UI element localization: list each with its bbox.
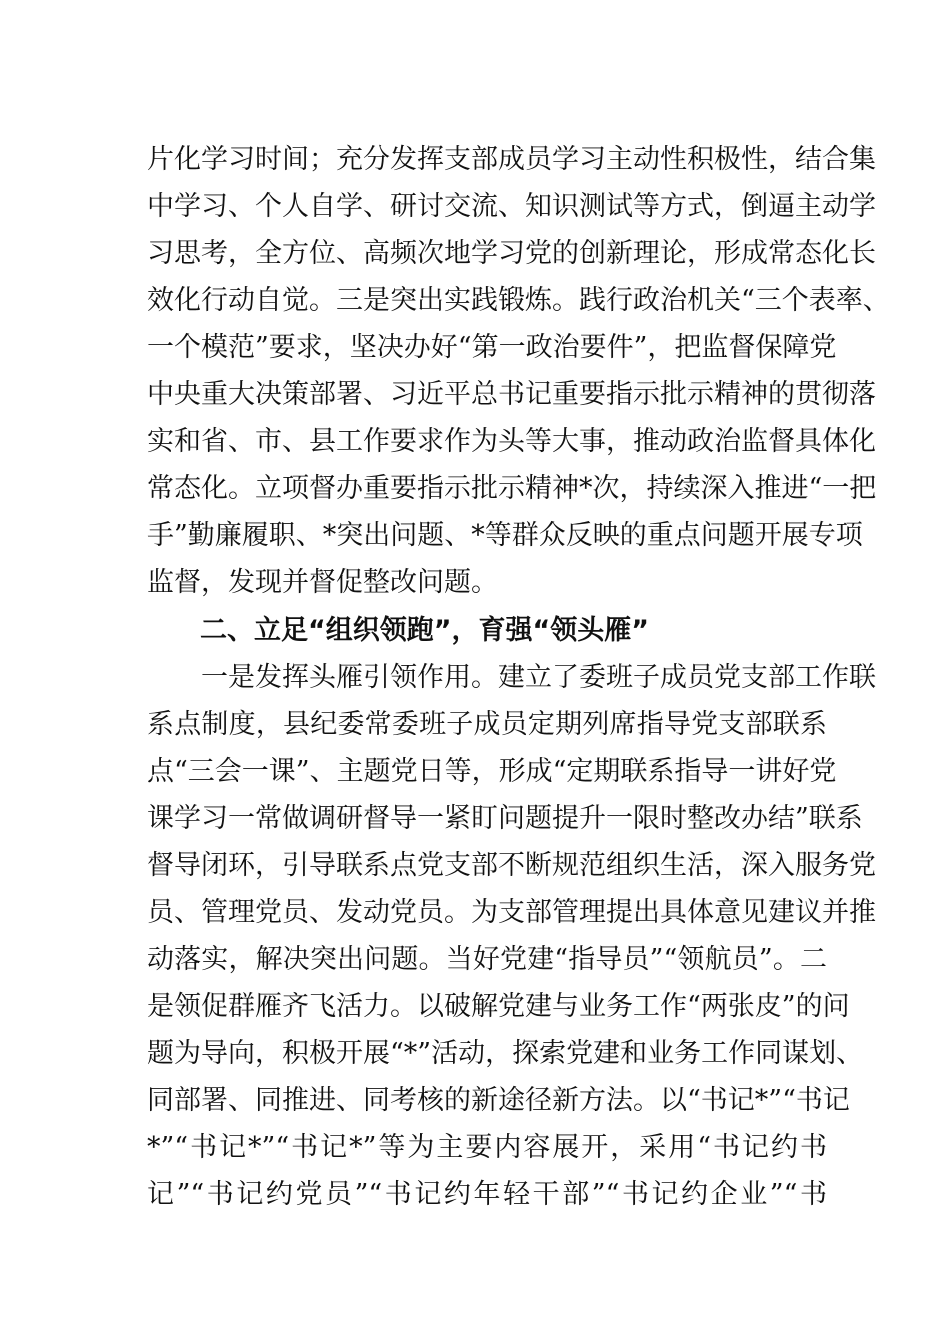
body-line: 效化行动自觉。三是突出实践锻炼。践行政治机关“三个表率、 [147,285,890,316]
body-line: 中央重大决策部署、习近平总书记重要指示批示精神的贯彻落 [147,379,876,410]
body-line: 记”“书记约党员”“书记约年轻干部”“书记约企业”“书 [147,1179,827,1210]
body-line: 系点制度，县纪委常委班子成员定期列席指导党支部联系 [147,709,827,740]
paragraph-first-line: 一是发挥头雁引领作用。建立了委班子成员党支部工作联 [201,662,876,693]
body-line: 同部署、同推进、同考核的新途径新方法。以“书记*”“书记 [147,1085,850,1116]
body-line: 题为导向，积极开展“*”活动，探索党建和业务工作同谋划、 [147,1038,864,1069]
body-line: 片化学习时间；充分发挥支部成员学习主动性积极性，结合集 [147,144,876,175]
body-line: *”“书记*”“书记*”等为主要内容展开，采用“书记约书 [147,1132,827,1163]
body-line: 动落实，解决突出问题。当好党建“指导员”“领航员”。二 [147,944,827,975]
body-line: 中学习、个人自学、研讨交流、知识测试等方式，倒逼主动学 [147,191,876,222]
body-line: 实和省、市、县工作要求作为头等大事，推动政治监督具体化 [147,426,876,457]
body-line: 习思考，全方位、高频次地学习党的创新理论，形成常态化长 [147,238,876,269]
body-line: 是领促群雁齐飞活力。以破解党建与业务工作“两张皮”的问 [147,991,850,1022]
body-line: 督导闭环，引导联系点党支部不断规范组织生活，深入服务党 [147,850,876,881]
body-line: 常态化。立项督办重要指示批示精神*次，持续深入推进“一把 [147,473,877,504]
body-line: 监督，发现并督促整改问题。 [147,567,498,598]
body-line: 课学习一常做调研督导一紧盯问题提升一限时整改办结”联系 [147,803,863,834]
section-heading: 二、立足“组织领跑”，育强“领头雁” [200,615,649,646]
body-line: 一个模范”要求，坚决办好“第一政治要件”，把监督保障党 [147,332,837,363]
body-line: 员、管理党员、发动党员。为支部管理提出具体意见建议并推 [147,897,876,928]
body-line: 点“三会一课”、主题党日等，形成“定期联系指导一讲好党 [147,756,837,787]
body-line: 手”勤廉履职、*突出问题、*等群众反映的重点问题开展专项 [147,520,863,551]
